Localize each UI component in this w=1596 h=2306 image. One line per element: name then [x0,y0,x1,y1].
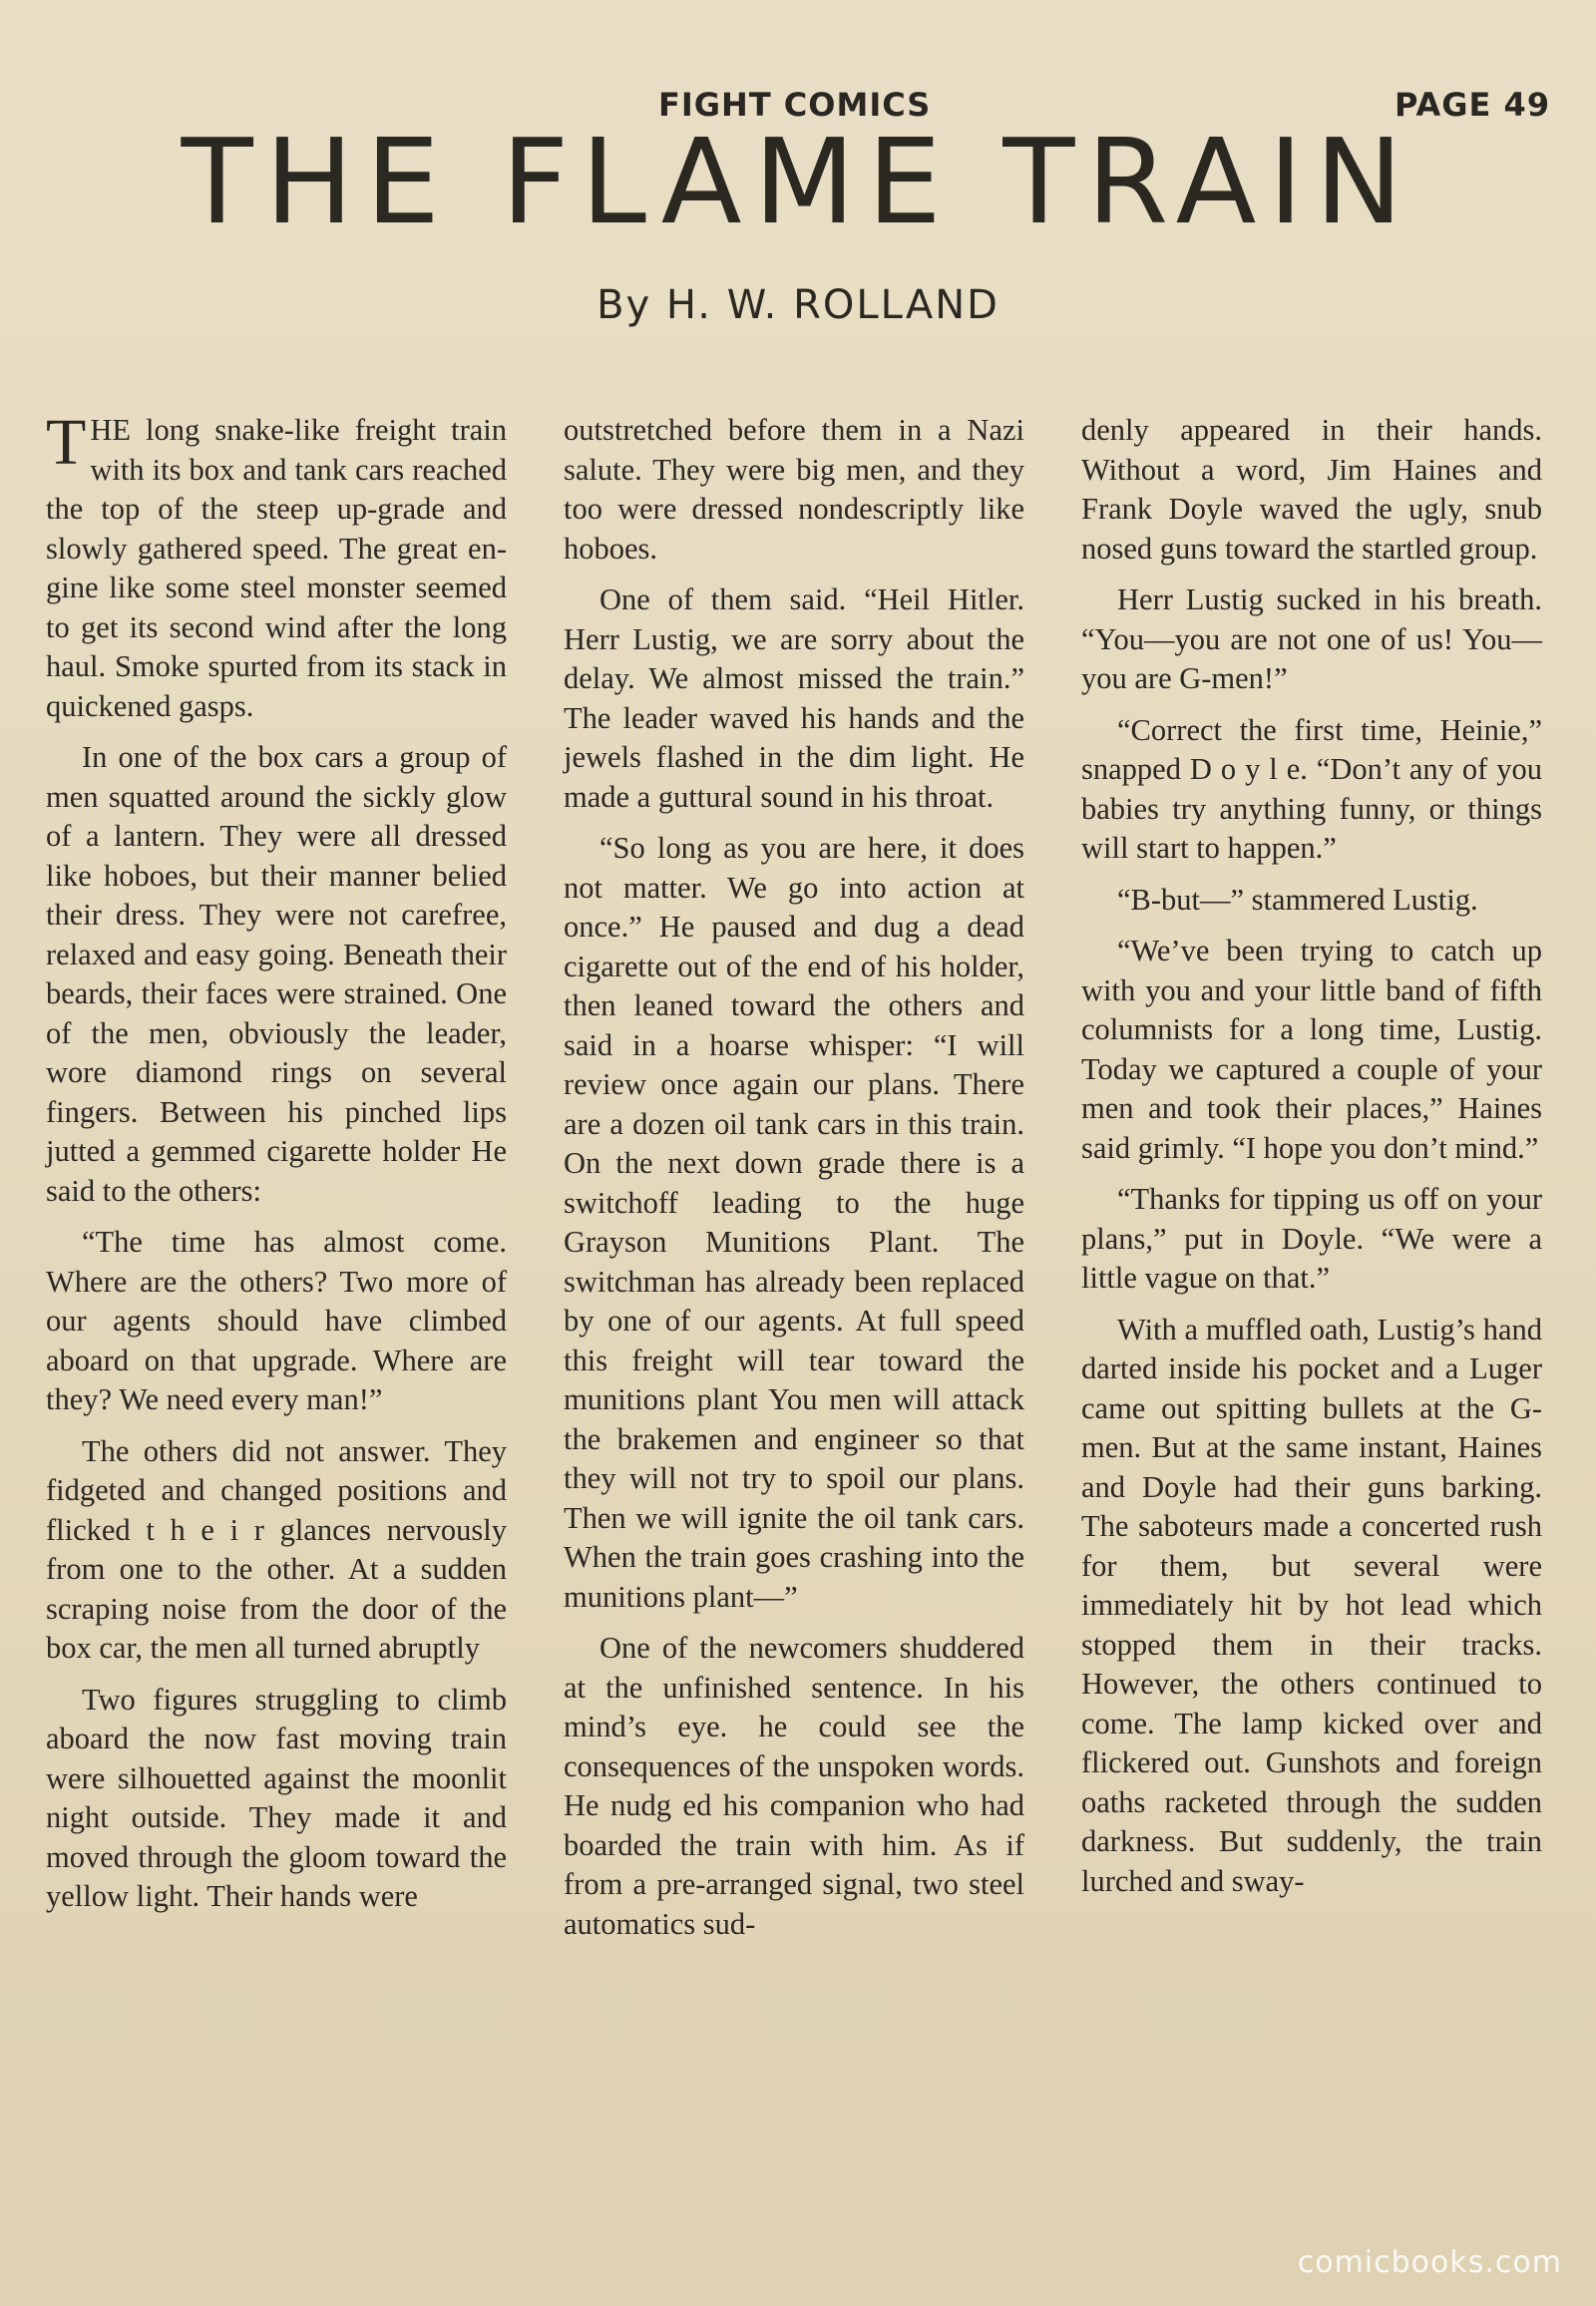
paragraph: One of the newcomers shuddered at the unfinished sentence. In his mind’s eye. he could see the consequences of the unspoken words. He nudg ed his companion who had boarded the train with him. As if from a pre-arranged signal, two steel automatics sud- [564,1631,1024,1941]
paragraph: “Thanks for tipping us off on your plans,” put in Doyle. “We were a little vague on that.” [1081,1182,1542,1295]
paragraph [46,406,507,726]
paragraph: denly appeared in their hands. Without a word, Jim Haines and Frank Doyle waved the ugly, snub nosed guns toward the startled group. [1081,413,1542,566]
paragraph: “We’ve been trying to catch up with you and your little band of fifth columnists for a long time, Lustig. Today we captured a couple of your men and took their places,” Haines said grimly. “I hope you don’t mind.” [1081,934,1542,1165]
page-number: PAGE 49 [1395,86,1551,124]
paragraph: outstretched before them in a Nazi salute. They were big men, and they too were dressed nondescriptly like hoboes. [564,413,1024,566]
paragraph: Two figures struggling to climb aboard the now fast moving train were silhouetted against the moonlit night outside. They made it and moved through the gloom toward the yellow light. Their hands were [46,1682,507,1913]
paragraph: Herr Lustig sucked in his breath. “You—you are not one of us! You—you are G-men!” [1081,582,1542,695]
magazine-title: FIGHT COMICS [658,86,932,124]
text-column-2 [564,411,1024,1956]
paragraph-text: HE long snake-like freight train with its box and tank cars reached the top of the steep up-grade and slowly gathered speed. The great engine like some steel monster seemed to get its second wind after the long haul. Smoke spurted from its stack in quickened gasps. [46,413,507,723]
paragraph: “The time has almost come. Where are the others? Two more of our agents should have climbed aboard on that upgrade. Where are they? We need every man!” [46,1225,507,1416]
story-byline: By H. W. ROLLAND [597,282,999,328]
paragraph: “Correct the first time, Heinie,” snapped D o y l e. “Don’t any of you babies try anything funny, or things will start to happen.” [1081,712,1542,865]
paragraph: The others did not answer. They fidgeted and changed positions and flicked t h e i r glances nervously from one to the other. At a sudden scraping noise from the door of the box car, the men all turned abruptly [46,1433,507,1665]
paragraph: “B-but—” stammered Lustig. [1117,882,1478,917]
story-title: THE FLAME TRAIN [181,113,1415,250]
paragraph: “So long as you are here, it does not matter. We go into action at once.” He paused and dug a dead cigarette out of the end of his holder, then leaned toward the others and said in a hoarse whisper: “I will review once again our plans. There are a dozen oil tank cars in this train. On the next down grade there is a switchoff leading to the huge Grayson Munitions Plant. The switchman has already been replaced by one of our agents. At full speed this freight will tear toward the munitions plant You men will attack the brakemen and engineer so that they will not try to spoil our plans. Then we will ignite the oil tank cars. When the train goes crashing into the munitions plant—” [564,831,1024,1614]
paragraph: One of them said. “Heil Hitler. Herr Lustig, we are sorry about the delay. We almost missed the train.” The leader waved his hands and the jewels flashed in the dim light. He made a guttural sound in his throat. [564,582,1024,814]
watermark-text: comicbooks.com [1297,2245,1562,2280]
drop-cap: T [46,406,87,479]
paragraph: In one of the box cars a group of men squatted around the sickly glow of a lantern. They were all dressed like hoboes, but their manner belied their dress. They were not carefree, relaxed and easy going. Beneath their beards, their faces were strained. One of the men, obviously the leader, wore diamond rings on several fingers. Between his pinched lips jutted a gemmed cigarette holder He said to the others: [46,740,507,1208]
text-column-1 [46,406,507,1929]
paragraph: With a muffled oath, Lustig’s hand darted inside his pocket and a Luger came out spitting bullets at the G-men. But at the same instant, Haines and Doyle had their guns barking. The saboteurs made a concerted rush for them, but several were immediately hit by hot lead which stopped them in their tracks. However, the others continued to come. The lamp kicked over and flickered out. Gunshots and foreign oaths racketed through the sudden darkness. But suddenly, the train lurched and sway- [1081,1312,1542,1898]
text-column-3 [1081,411,1542,1913]
